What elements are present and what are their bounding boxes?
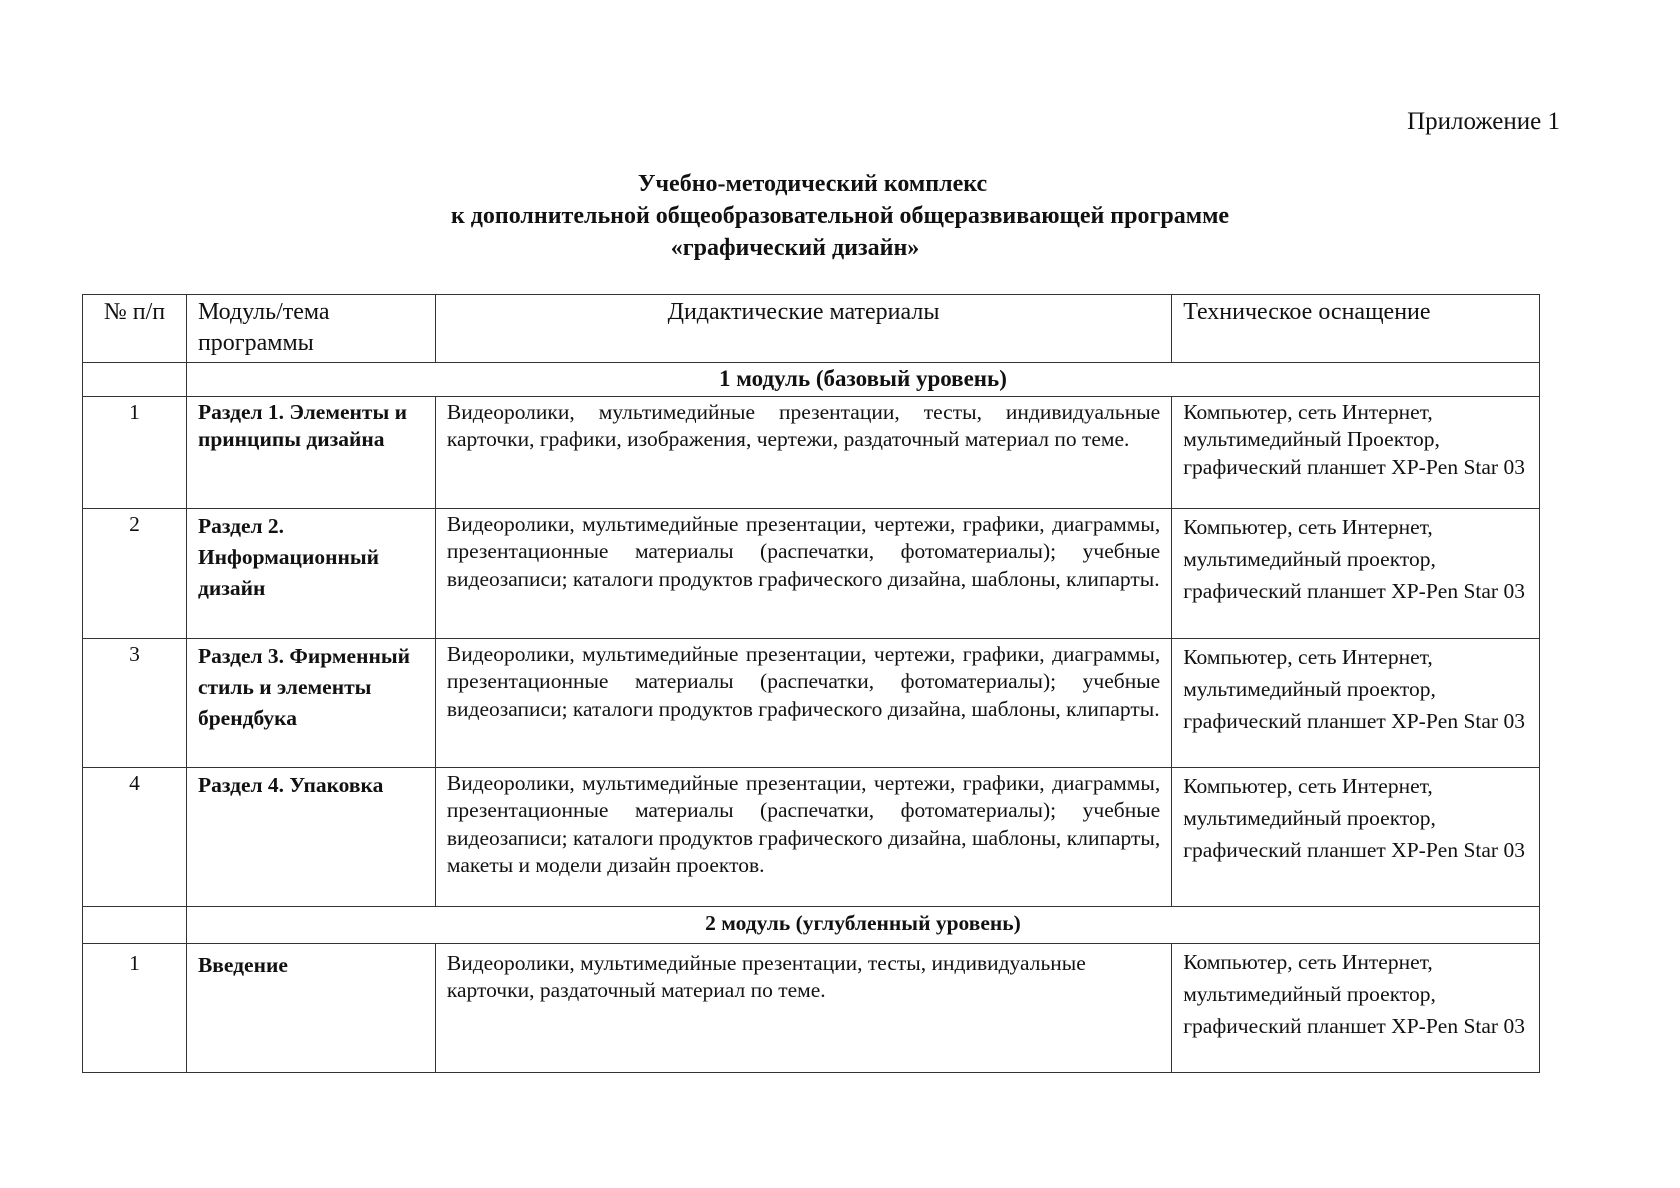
empty-cell — [83, 363, 187, 397]
table-row — [83, 767, 1540, 906]
document-title — [0, 168, 1680, 264]
row-num: 1 — [83, 943, 187, 1072]
row-didactic: Видеоролики, мультимедийные презентации, чертежи, графики, диаграммы, презентационные материалы (распечатки, фотоматериалы); учебные видеозаписи; каталоги продуктов графического дизайна, шаблоны, клипарты. — [435, 638, 1171, 767]
row-topic: Введение — [186, 943, 435, 1072]
row-tech-text: Компьютер, сеть Интернет, мультимедийный Проектор, графический планшет XP-Pen Star 03 — [1183, 399, 1525, 479]
row-num: 4 — [83, 767, 187, 906]
row-didactic: Видеоролики, мультимедийные презентации, чертежи, графики, диаграммы, презентационные материалы (распечатки, фотоматериалы); учебные видеозаписи; каталоги продуктов графического дизайна, шаблоны, клипарты, макеты и модели дизайн проектов. — [435, 767, 1171, 906]
header-num: № п/п — [83, 295, 187, 363]
header-topic: Модуль/тема программы — [186, 295, 435, 363]
row-topic: Раздел 1. Элементы и принципы дизайна — [186, 396, 435, 508]
title-line-3: «графический дизайн» — [670, 235, 920, 261]
row-num: 3 — [83, 638, 187, 767]
empty-cell — [83, 906, 187, 943]
table-row — [83, 943, 1540, 1072]
row-num: 1 — [83, 396, 187, 508]
title-line-1: Учебно-методический комплекс — [637, 171, 988, 197]
header-tech: Техническое оснащение — [1172, 295, 1540, 363]
module-title: 2 модуль (углубленный уровень) — [186, 906, 1539, 943]
header-didactic: Дидактические материалы — [435, 295, 1171, 363]
row-tech — [1172, 396, 1540, 508]
row-tech: Компьютер, сеть Интернет, мультимедийный проектор, графический планшет XP-Pen Star 03 — [1172, 638, 1540, 767]
row-num: 2 — [83, 508, 187, 638]
module-row — [83, 906, 1540, 943]
appendix-label: Приложение 1 — [1407, 108, 1560, 135]
row-topic: Раздел 2. Информационный дизайн — [186, 508, 435, 638]
table-row — [83, 638, 1540, 767]
row-didactic: Видеоролики, мультимедийные презентации, тесты, индивидуальные карточки, графики, изображения, чертежи, раздаточный материал по теме. — [435, 396, 1171, 508]
title-line-2: к дополнительной общеобразовательной общеразвивающей программе — [450, 203, 1230, 229]
table-row — [83, 396, 1540, 508]
row-tech: Компьютер, сеть Интернет, мультимедийный проектор, графический планшет XP-Pen Star 03 — [1172, 767, 1540, 906]
row-tech: Компьютер, сеть Интернет, мультимедийный проектор, графический планшет XP-Pen Star 03 — [1172, 943, 1540, 1072]
module-title: 1 модуль (базовый уровень) — [186, 363, 1539, 397]
row-didactic: Видеоролики, мультимедийные презентации, чертежи, графики, диаграммы, презентационные материалы (распечатки, фотоматериалы); учебные видеозаписи; каталоги продуктов графического дизайна, шаблоны, клипарты. — [435, 508, 1171, 638]
module-row — [83, 363, 1540, 397]
umk-table — [82, 294, 1540, 1073]
table-row — [83, 508, 1540, 638]
row-didactic: Видеоролики, мультимедийные презентации, тесты, индивидуальные карточки, раздаточный материал по теме. — [435, 943, 1171, 1072]
row-topic: Раздел 4. Упаковка — [186, 767, 435, 906]
row-topic: Раздел 3. Фирменный стиль и элементы брендбука — [186, 638, 435, 767]
row-tech: Компьютер, сеть Интернет, мультимедийный проектор, графический планшет XP-Pen Star 03 — [1172, 508, 1540, 638]
table-header-row — [83, 295, 1540, 363]
